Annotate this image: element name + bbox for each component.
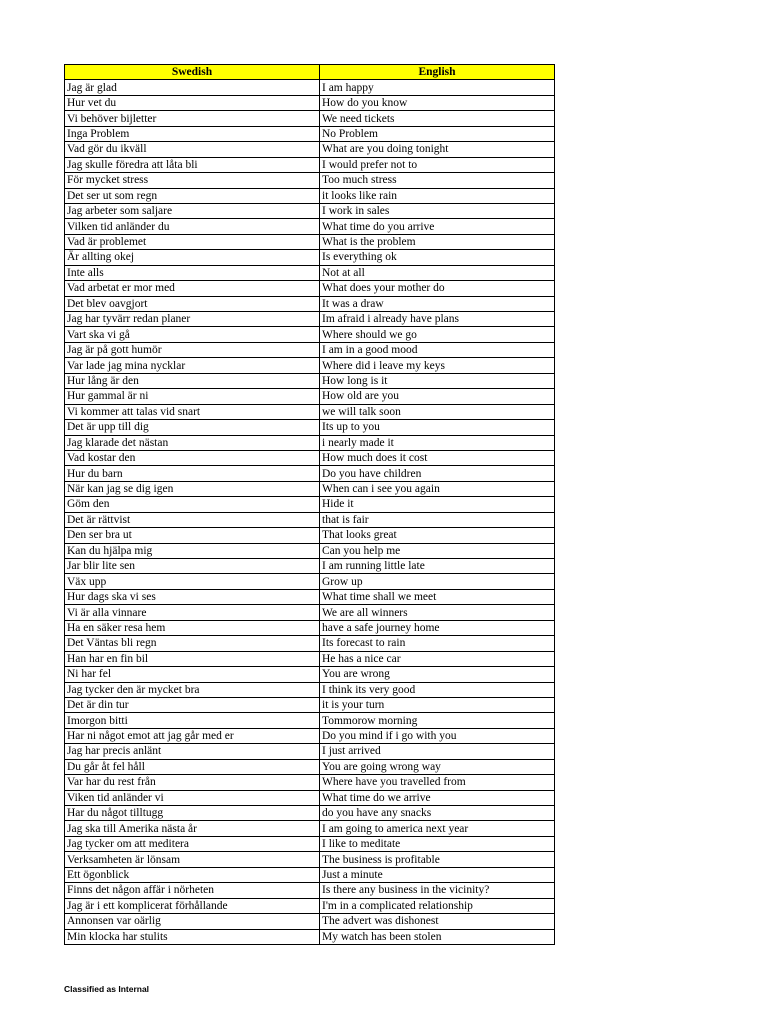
swedish-cell: Vad arbetat er mor med — [65, 281, 320, 296]
swedish-cell: Viken tid anländer vi — [65, 790, 320, 805]
table-row — [65, 605, 555, 620]
swedish-cell: Är allting okej — [65, 250, 320, 265]
table-row — [65, 574, 555, 589]
table-row — [65, 95, 555, 110]
header-swedish: Swedish — [65, 65, 320, 80]
english-cell: How old are you — [320, 389, 555, 404]
swedish-cell: Var lade jag mina nycklar — [65, 358, 320, 373]
table-row — [65, 80, 555, 95]
table-row — [65, 667, 555, 682]
table-row — [65, 806, 555, 821]
table-row — [65, 682, 555, 697]
english-cell: That looks great — [320, 528, 555, 543]
table-row — [65, 759, 555, 774]
table-row — [65, 651, 555, 666]
english-cell: I like to meditate — [320, 836, 555, 851]
table-row — [65, 466, 555, 481]
english-cell: Its forecast to rain — [320, 636, 555, 651]
english-cell: What does your mother do — [320, 281, 555, 296]
table-row — [65, 481, 555, 496]
english-cell: Is there any business in the vicinity? — [320, 883, 555, 898]
swedish-cell: Vart ska vi gå — [65, 327, 320, 342]
english-cell: Do you mind if i go with you — [320, 728, 555, 743]
english-cell: I am going to america next year — [320, 821, 555, 836]
english-cell: I just arrived — [320, 744, 555, 759]
swedish-cell: När kan jag se dig igen — [65, 481, 320, 496]
english-cell: Hide it — [320, 497, 555, 512]
swedish-cell: Vi kommer att talas vid snart — [65, 404, 320, 419]
table-row — [65, 836, 555, 851]
english-cell: Is everything ok — [320, 250, 555, 265]
swedish-cell: Det är upp till dig — [65, 420, 320, 435]
swedish-cell: Det ser ut som regn — [65, 188, 320, 203]
swedish-cell: Jar blir lite sen — [65, 559, 320, 574]
swedish-cell: Har ni något emot att jag går med er — [65, 728, 320, 743]
table-row — [65, 914, 555, 929]
table-row — [65, 111, 555, 126]
swedish-cell: Jag är i ett komplicerat förhållande — [65, 898, 320, 913]
swedish-cell: Hur du barn — [65, 466, 320, 481]
table-body — [65, 80, 555, 945]
swedish-cell: Jag tycker om att meditera — [65, 836, 320, 851]
english-cell: I'm in a complicated relationship — [320, 898, 555, 913]
english-cell: You are going wrong way — [320, 759, 555, 774]
swedish-cell: Inte alls — [65, 265, 320, 280]
english-cell: Its up to you — [320, 420, 555, 435]
table-row — [65, 821, 555, 836]
swedish-cell: Verksamheten är lönsam — [65, 852, 320, 867]
table-row — [65, 404, 555, 419]
table-row — [65, 528, 555, 543]
table-header — [65, 65, 555, 80]
swedish-cell: Det Väntas bli regn — [65, 636, 320, 651]
english-cell: How do you know — [320, 95, 555, 110]
english-cell: it is your turn — [320, 697, 555, 712]
swedish-cell: Jag är glad — [65, 80, 320, 95]
english-cell: It was a draw — [320, 296, 555, 311]
english-cell: that is fair — [320, 512, 555, 527]
table-row — [65, 126, 555, 141]
table-row — [65, 929, 555, 944]
english-cell: He has a nice car — [320, 651, 555, 666]
phrase-table — [64, 64, 555, 945]
swedish-cell: Du går åt fel håll — [65, 759, 320, 774]
swedish-cell: Ni har fel — [65, 667, 320, 682]
english-cell: When can i see you again — [320, 481, 555, 496]
table-row — [65, 775, 555, 790]
swedish-cell: Finns det någon affär i nörheten — [65, 883, 320, 898]
table-row — [65, 142, 555, 157]
table-row — [65, 589, 555, 604]
english-cell: What time do we arrive — [320, 790, 555, 805]
swedish-cell: Det är din tur — [65, 697, 320, 712]
table-row — [65, 203, 555, 218]
table-row — [65, 559, 555, 574]
english-cell: I am in a good mood — [320, 342, 555, 357]
swedish-cell: Inga Problem — [65, 126, 320, 141]
english-cell: Do you have children — [320, 466, 555, 481]
english-cell: Can you help me — [320, 543, 555, 558]
table-row — [65, 420, 555, 435]
swedish-cell: Det blev oavgjort — [65, 296, 320, 311]
swedish-cell: Jag är på gott humör — [65, 342, 320, 357]
swedish-cell: Jag har precis anlänt — [65, 744, 320, 759]
swedish-cell: Han har en fin bil — [65, 651, 320, 666]
table-row — [65, 358, 555, 373]
english-cell: Where have you travelled from — [320, 775, 555, 790]
table-row — [65, 157, 555, 172]
english-cell: Im afraid i already have plans — [320, 312, 555, 327]
table-row — [65, 867, 555, 882]
table-row — [65, 852, 555, 867]
swedish-cell: Den ser bra ut — [65, 528, 320, 543]
english-cell: What is the problem — [320, 234, 555, 249]
table-row — [65, 389, 555, 404]
table-row — [65, 744, 555, 759]
english-cell: We are all winners — [320, 605, 555, 620]
swedish-cell: För mycket stress — [65, 173, 320, 188]
english-cell: What time shall we meet — [320, 589, 555, 604]
swedish-cell: Har du något tilltugg — [65, 806, 320, 821]
english-cell: do you have any snacks — [320, 806, 555, 821]
swedish-cell: Vi är alla vinnare — [65, 605, 320, 620]
swedish-cell: Jag ska till Amerika nästa år — [65, 821, 320, 836]
table-row — [65, 265, 555, 280]
swedish-cell: Hur gammal är ni — [65, 389, 320, 404]
swedish-cell: Jag har tyvärr redan planer — [65, 312, 320, 327]
table-row — [65, 296, 555, 311]
english-cell: Just a minute — [320, 867, 555, 882]
swedish-cell: Göm den — [65, 497, 320, 512]
english-cell: i nearly made it — [320, 435, 555, 450]
header-english: English — [320, 65, 555, 80]
swedish-cell: Vad gör du ikväll — [65, 142, 320, 157]
english-cell: No Problem — [320, 126, 555, 141]
table-row — [65, 497, 555, 512]
table-row — [65, 512, 555, 527]
swedish-cell: Jag klarade det nästan — [65, 435, 320, 450]
header-row — [65, 65, 555, 80]
table-row — [65, 342, 555, 357]
table-row — [65, 373, 555, 388]
classification-footer: Classified as Internal — [64, 984, 150, 994]
table-row — [65, 713, 555, 728]
table-row — [65, 898, 555, 913]
table-row — [65, 188, 555, 203]
swedish-cell: Väx upp — [65, 574, 320, 589]
swedish-cell: Hur vet du — [65, 95, 320, 110]
english-cell: How much does it cost — [320, 450, 555, 465]
english-cell: We need tickets — [320, 111, 555, 126]
table-row — [65, 697, 555, 712]
swedish-cell: Kan du hjälpa mig — [65, 543, 320, 558]
table-row — [65, 636, 555, 651]
english-cell: What are you doing tonight — [320, 142, 555, 157]
table-row — [65, 281, 555, 296]
table-row — [65, 450, 555, 465]
table-row — [65, 312, 555, 327]
table-row — [65, 234, 555, 249]
english-cell: Where should we go — [320, 327, 555, 342]
english-cell: Too much stress — [320, 173, 555, 188]
swedish-cell: Annonsen var oärlig — [65, 914, 320, 929]
english-cell: The advert was dishonest — [320, 914, 555, 929]
swedish-cell: Vi behöver bijletter — [65, 111, 320, 126]
english-cell: My watch has been stolen — [320, 929, 555, 944]
swedish-cell: Det är rättvist — [65, 512, 320, 527]
table-row — [65, 543, 555, 558]
table-row — [65, 219, 555, 234]
english-cell: You are wrong — [320, 667, 555, 682]
swedish-cell: Min klocka har stulits — [65, 929, 320, 944]
swedish-cell: Ha en säker resa hem — [65, 620, 320, 635]
table-row — [65, 435, 555, 450]
english-cell: The business is profitable — [320, 852, 555, 867]
swedish-cell: Jag arbeter som saljare — [65, 203, 320, 218]
swedish-cell: Vad kostar den — [65, 450, 320, 465]
english-cell: How long is it — [320, 373, 555, 388]
swedish-cell: Imorgon bitti — [65, 713, 320, 728]
english-cell: we will talk soon — [320, 404, 555, 419]
swedish-cell: Hur dags ska vi ses — [65, 589, 320, 604]
english-cell: I would prefer not to — [320, 157, 555, 172]
english-cell: have a safe journey home — [320, 620, 555, 635]
english-cell: I work in sales — [320, 203, 555, 218]
english-cell: What time do you arrive — [320, 219, 555, 234]
swedish-cell: Var har du rest från — [65, 775, 320, 790]
english-cell: it looks like rain — [320, 188, 555, 203]
english-cell: Where did i leave my keys — [320, 358, 555, 373]
english-cell: Tommorow morning — [320, 713, 555, 728]
english-cell: I am running little late — [320, 559, 555, 574]
table-row — [65, 620, 555, 635]
table-row — [65, 883, 555, 898]
table-row — [65, 327, 555, 342]
table-row — [65, 250, 555, 265]
swedish-cell: Vilken tid anländer du — [65, 219, 320, 234]
table-row — [65, 728, 555, 743]
swedish-cell: Vad är problemet — [65, 234, 320, 249]
english-cell: I am happy — [320, 80, 555, 95]
swedish-cell: Hur lång är den — [65, 373, 320, 388]
table-row — [65, 173, 555, 188]
table-row — [65, 790, 555, 805]
english-cell: I think its very good — [320, 682, 555, 697]
swedish-cell: Ett ögonblick — [65, 867, 320, 882]
swedish-cell: Jag skulle föredra att låta bli — [65, 157, 320, 172]
english-cell: Not at all — [320, 265, 555, 280]
swedish-cell: Jag tycker den är mycket bra — [65, 682, 320, 697]
english-cell: Grow up — [320, 574, 555, 589]
